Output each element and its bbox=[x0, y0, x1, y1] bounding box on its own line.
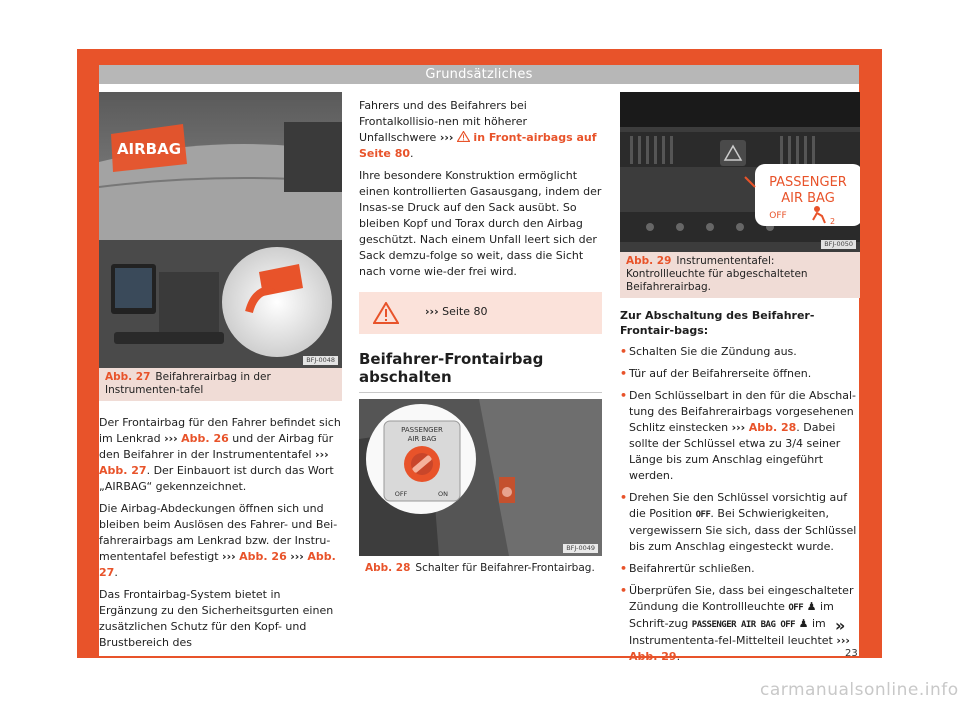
instruction-list bbox=[620, 344, 860, 665]
link-abb-28[interactable]: Abb. 28 bbox=[748, 421, 797, 434]
caption-text: Instrumententafel: Kontrollleuchte für abgeschalteten Beifahrerairbag. bbox=[626, 255, 808, 293]
page-number: 23 bbox=[845, 648, 858, 659]
passenger-airbag-off-tag: PASSENGER AIR BAG OFF bbox=[691, 620, 796, 630]
panel-line1: PASSENGER bbox=[401, 426, 443, 434]
column-1 bbox=[99, 92, 342, 657]
paragraph: Die Airbag-Abdeckungen öffnen sich und bleiben beim Auslösen des Fahrer- und Bei-fahrerairbags am Lenkrad bzw. der Instru-mententafel befestigt ››› Abb. 26 ››› Abb. 27. bbox=[99, 502, 338, 579]
passenger-airbag-icon: ♟ bbox=[798, 617, 809, 630]
column-3 bbox=[620, 92, 860, 671]
panel-on-label: ON bbox=[438, 490, 448, 498]
figure-28-caption bbox=[359, 556, 602, 579]
paragraph: Fahrers und des Beifahrers bei Frontalkollisio-nen mit höherer Unfallschwere ››› in Front-airbags auf Seite 80. bbox=[359, 99, 597, 160]
link-abb-26[interactable]: Abb. 26 bbox=[239, 550, 287, 563]
panel-off-label: OFF bbox=[394, 490, 408, 498]
column-2 bbox=[359, 98, 602, 579]
list-item: • Überprüfen Sie, dass bei eingeschalteter Zündung die Kontrollleuchte OFF ♟ im Schrift-zug PASSENGER AIR BAG OFF ♟ im Instrumententa-fel-Mittelteil leuchtet ››› Abb. 29. bbox=[620, 583, 860, 665]
lamp-line1: PASSENGER bbox=[769, 175, 847, 190]
figure-27 bbox=[99, 92, 342, 368]
off-position-tag: OFF bbox=[695, 510, 711, 520]
warning-icon bbox=[373, 302, 399, 328]
warning-box bbox=[359, 292, 602, 334]
link-abb-27[interactable]: Abb. 27 bbox=[99, 464, 147, 477]
figure-code: BFJ-0050 bbox=[821, 240, 856, 249]
figure-27-image bbox=[99, 92, 342, 368]
link-abb-27[interactable]: Abb. 27 bbox=[99, 550, 336, 579]
figure-29 bbox=[620, 92, 860, 252]
panel-line2: AIR BAG bbox=[407, 435, 437, 443]
svg-text:2: 2 bbox=[830, 217, 836, 226]
list-item: • Drehen Sie den Schlüssel vorsichtig auf die Position OFF. Bei Schwierigkeiten, vergewissern Sie sich, dass der Schlüssel bis zum Anschlag eingesteckt wurde. bbox=[620, 490, 860, 555]
figure-28 bbox=[359, 399, 602, 556]
section-title: Beifahrer-Frontairbag abschalten bbox=[359, 350, 602, 393]
figure-29-image bbox=[620, 92, 860, 252]
figure-code: BFJ-0048 bbox=[303, 356, 338, 365]
list-item: • Schalten Sie die Zündung aus. bbox=[620, 344, 860, 360]
link-abb-29[interactable]: Abb. 29 bbox=[629, 650, 677, 663]
figure-29-caption bbox=[620, 252, 860, 298]
link-frontairbags-page-80[interactable]: in Front-airbags auf Seite 80 bbox=[359, 131, 597, 160]
caption-text: Schalter für Beifahrer-Frontairbag. bbox=[415, 562, 595, 574]
passenger-airbag-icon: ♟ bbox=[806, 600, 817, 613]
figure-27-caption bbox=[99, 368, 342, 401]
figure-28-image bbox=[359, 399, 602, 556]
warning-ref[interactable]: ››› Seite 80 bbox=[425, 305, 488, 318]
lamp-line2: AIR BAG bbox=[781, 191, 835, 206]
off-lamp-tag: OFF bbox=[788, 603, 804, 613]
header-title: Grundsätzliches bbox=[425, 67, 533, 82]
figure-label: Abb. 27 bbox=[105, 371, 151, 383]
paragraph: Ihre besondere Konstruktion ermöglicht einen kontrollierten Gasausgang, indem der Insas-se Druck auf den Sack ausübt. So bleiben Kopf und Torax durch den Airbag geschützt. Nach einem Unfall leert sich der Sack demzu-folge so weit, dass die Sicht nach vorne wie-der frei wird. bbox=[359, 169, 602, 278]
caption-text: Beifahrerairbag in der Instrumenten-tafel bbox=[105, 371, 271, 396]
paragraph: Das Frontairbag-System bietet in Ergänzung zu den Sicherheitsgurten einen zusätzlichen Schutz für den Kopf- und Brustbereich des bbox=[99, 588, 334, 649]
warning-icon bbox=[457, 131, 470, 144]
continued-marker: » bbox=[835, 616, 846, 635]
paragraph: Der Frontairbag für den Fahrer befindet sich im Lenkrad ››› Abb. 26 und der Airbag für den Beifahrer in der Instrumententafel ››› Abb. 27. Der Einbauort ist durch das Wort „AIRBAG“ gekennzeichnet. bbox=[99, 416, 341, 493]
watermark: carmanualsonline.info bbox=[760, 680, 959, 700]
figure-label: Abb. 29 bbox=[626, 255, 672, 267]
link-abb-26[interactable]: Abb. 26 bbox=[181, 432, 229, 445]
inflated-airbag bbox=[222, 247, 332, 357]
list-item: • Beifahrertür schließen. bbox=[620, 561, 860, 577]
airbag-text: AIRBAG bbox=[116, 140, 182, 158]
list-item: • Tür auf der Beifahrerseite öffnen. bbox=[620, 366, 860, 382]
instructions-heading: Zur Abschaltung des Beifahrer-Frontair-bags: bbox=[620, 309, 815, 337]
page-header bbox=[99, 65, 859, 84]
figure-label: Abb. 28 bbox=[365, 562, 411, 574]
figure-code: BFJ-0049 bbox=[563, 544, 598, 553]
list-item: • Den Schlüsselbart in den für die Abschal-tung des Beifahrerairbags vorgesehenen Schlitz einstecken ››› Abb. 28. Dabei sollte der Schlüssel etwa zu 3/4 seiner Länge bis zum Anschlag eingeführt werden. bbox=[620, 388, 860, 484]
lamp-off: OFF bbox=[769, 211, 787, 221]
